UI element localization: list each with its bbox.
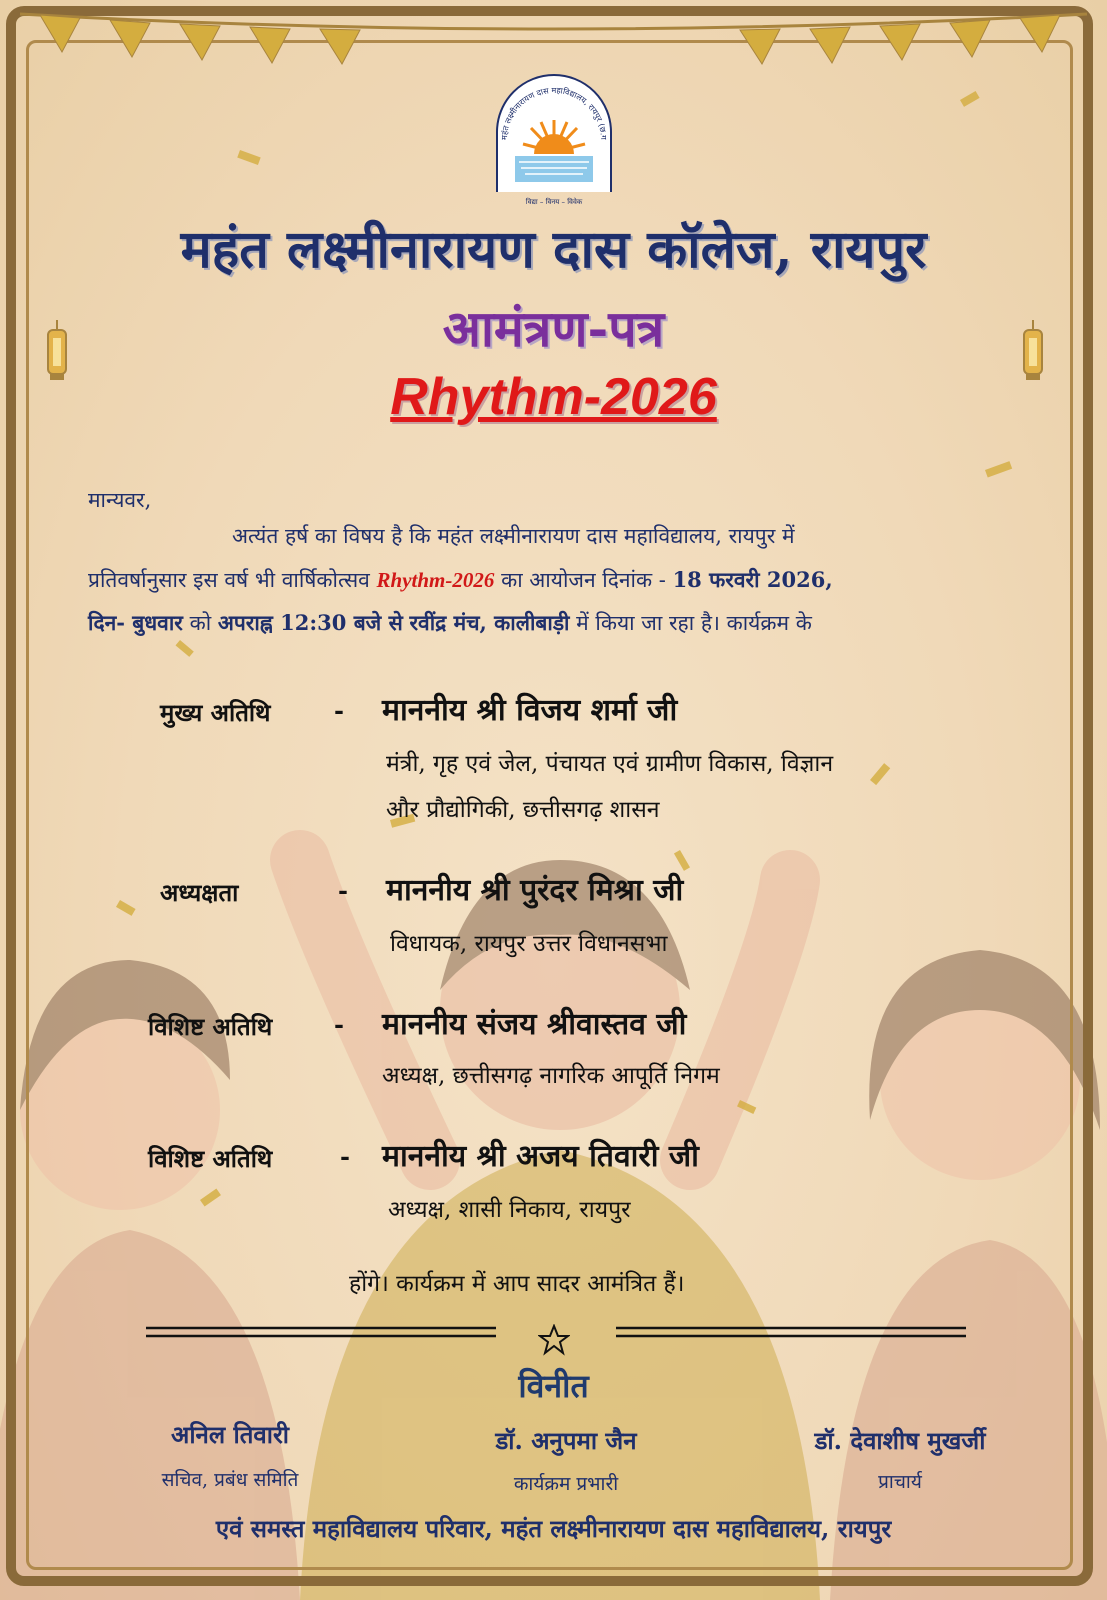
divider-right [616,1326,966,1338]
body-text: का आयोजन दिनांक - [494,568,673,592]
svg-text:महंत लक्ष्मीनारायण दास महाविद्: महंत लक्ष्मीनारायण दास महाविद्यालय, रायपुर (छ.ग [499,85,609,141]
body-line-3 [88,609,812,637]
event-day: दिन- बुधवार [88,610,183,635]
guest-name-special-1: माननीय संजय श्रीवास्तव जी [382,1007,687,1042]
body-text: में किया जा रहा है। कार्यक्रम के [569,611,812,635]
guest-desc-special-2: अध्यक्ष, शासी निकाय, रायपुर [388,1197,631,1223]
body-line-1: अत्यंत हर्ष का विषय है कि महंत लक्ष्मीनारायण दास महाविद्यालय, रायपुर में [232,524,795,548]
guest-role-president: अध्यक्षता [160,878,239,907]
guest-desc-chief: और प्रौद्योगिकी, छत्तीसगढ़ शासन [386,797,660,823]
invitation-heading: आमंत्रण-पत्र [442,299,665,358]
guest-separator: - [334,696,344,725]
signatory-name-principal: डॉ. देवाशीष मुखर्जी [814,1426,986,1455]
guest-desc-chief: मंत्री, गृह एवं जेल, पंचायत एवं ग्रामीण विकास, विज्ञान [386,751,834,777]
guest-role-chief: मुख्य अतिथि [160,698,271,727]
signatory-name-incharge: डॉ. अनुपमा जैन [495,1426,637,1455]
signatory-name-secretary: अनिल तिवारी [171,1420,289,1449]
svg-text:विद्या – विनय – विवेक: विद्या – विनय – विवेक [525,198,583,206]
guest-name-special-2: माननीय श्री अजय तिवारी जी [382,1139,699,1174]
star-ornament-icon [538,1324,570,1356]
salutation: मान्यवर, [88,488,152,512]
event-venue: रवींद्र मंच, कालीबाड़ी [409,610,570,635]
guest-role-special: विशिष्ट अतिथि [148,1144,273,1173]
vinit-heading: विनीत [518,1367,589,1405]
college-logo [487,62,621,214]
guest-role-special: विशिष्ट अतिथि [148,1012,273,1041]
event-time: अपराह्न 12:30 बजे से [217,610,403,635]
guest-name-president: माननीय श्री पुरंदर मिश्रा जी [386,873,684,908]
guest-separator: - [334,1010,344,1039]
signatory-designation-incharge: कार्यक्रम प्रभारी [513,1473,619,1495]
guest-separator: - [338,876,348,905]
event-title: Rhythm-2026 [390,368,717,426]
body-text: प्रतिवर्षानुसार इस वर्ष भी वार्षिकोत्सव [88,568,377,592]
guest-desc-president: विधायक, रायपुर उत्तर विधानसभा [390,931,668,957]
divider-left [146,1326,496,1338]
signatory-designation-secretary: सचिव, प्रबंध समिति [161,1469,299,1491]
guest-separator: - [340,1142,350,1171]
body-line-2 [88,566,833,594]
body-text: को [182,611,218,635]
guest-desc-special-1: अध्यक्ष, छत्तीसगढ़ नागरिक आपूर्ति निगम [382,1063,720,1089]
closing-line: होंगे। कार्यक्रम में आप सादर आमंत्रित हैं। [349,1271,685,1297]
footer-line: एवं समस्त महाविद्यालय परिवार, महंत लक्ष्मीनारायण दास महाविद्यालय, रायपुर [215,1514,892,1543]
event-date: 18 फरवरी 2026, [672,567,833,592]
event-name-inline: Rhythm-2026 [376,568,495,592]
college-name-heading: महंत लक्ष्मीनारायण दास कॉलेज, रायपुर [180,219,927,280]
signatory-designation-principal: प्राचार्य [878,1471,922,1493]
guest-name-chief: माननीय श्री विजय शर्मा जी [382,693,678,728]
